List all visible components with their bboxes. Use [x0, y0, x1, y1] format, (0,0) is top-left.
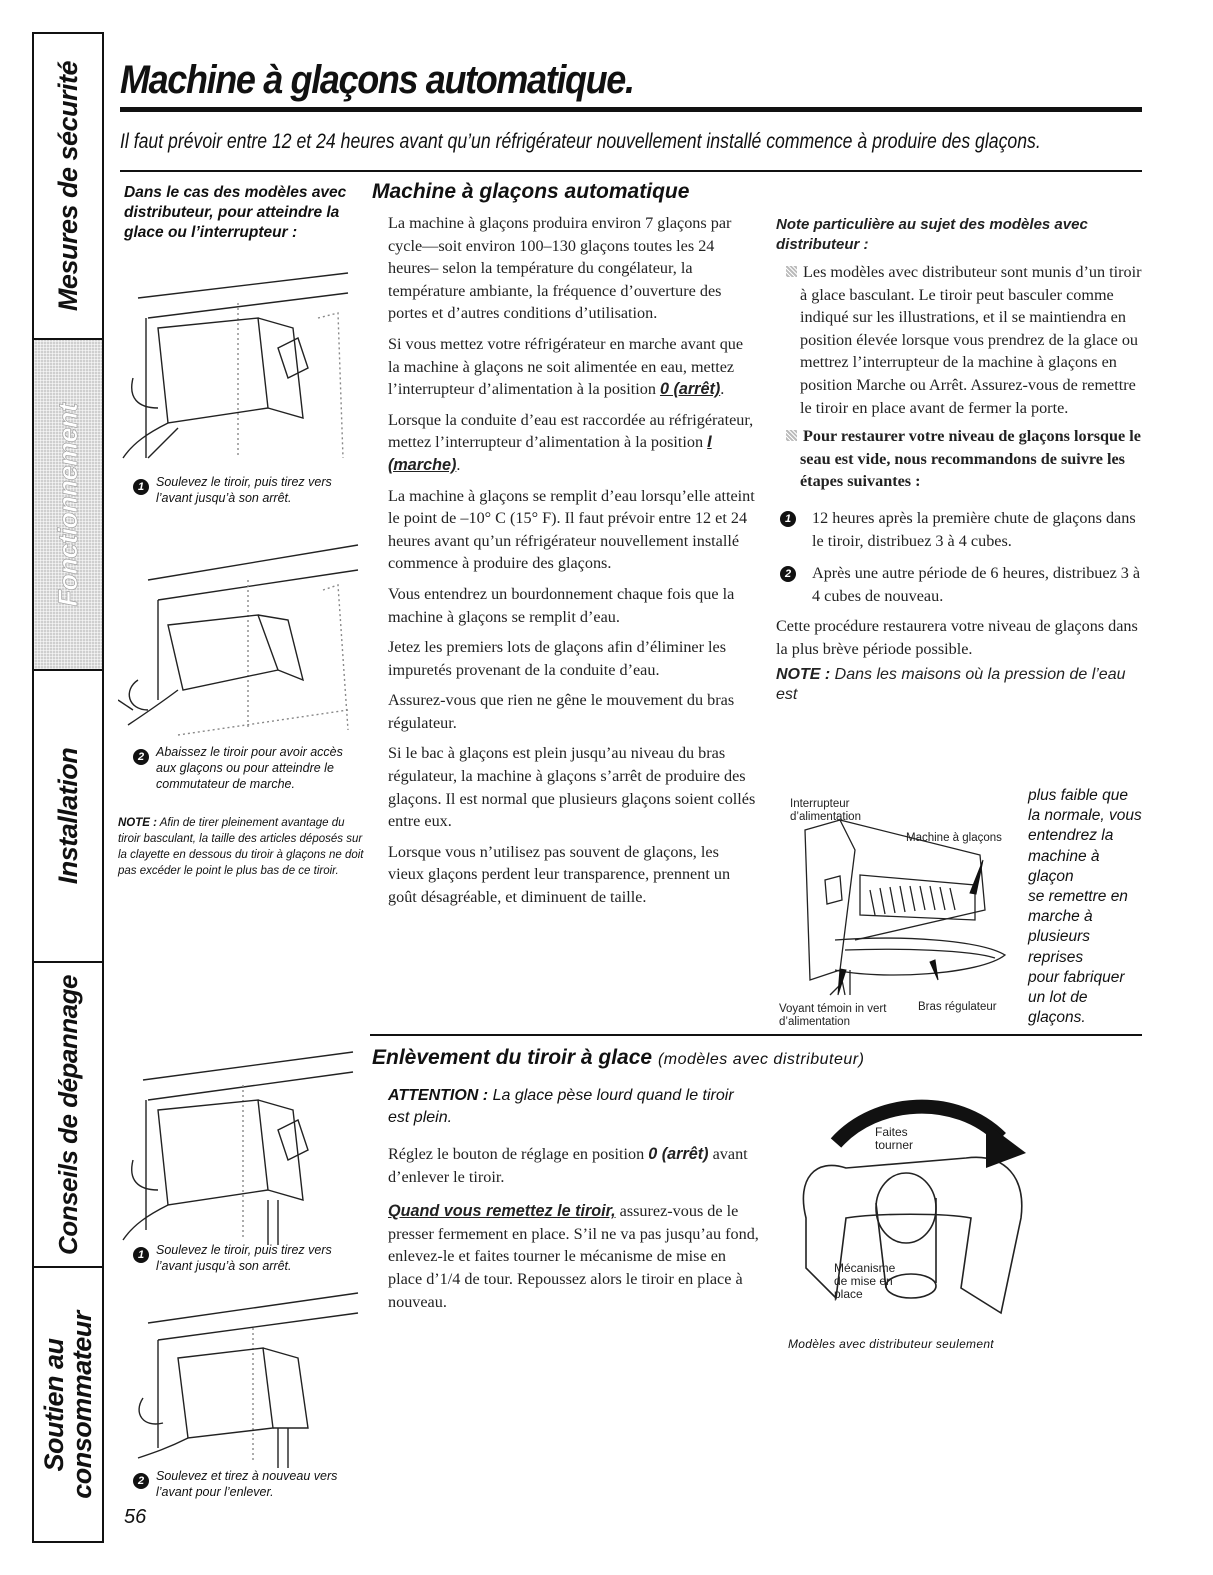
paragraph: Réglez le bouton de réglage en position 0 (arrêt) avant d’enlever le tiroir.: [388, 1145, 748, 1186]
sidebar-tab-label: Mesures de sécurité: [53, 60, 83, 312]
sidebar-tab-safety[interactable]: [34, 34, 102, 340]
sidebar-tab-label: Conseils de dépannage: [53, 974, 83, 1255]
square-bullet-icon: [786, 266, 797, 277]
drawer-tilt-illustration: [118, 530, 368, 740]
paragraph: Lorsque la conduite d’eau est raccordée au réfrigérateur, mettez l’interrupteur d’alimentation à la position I (marche).: [388, 410, 754, 474]
sidebar-tab-operation[interactable]: [34, 340, 102, 671]
paragraph: Cette procédure restaurera votre niveau de glaçons dans la plus brève période possible.: [776, 617, 1138, 658]
sidebar-tab-troubleshooting[interactable]: [34, 963, 102, 1268]
sidebar-tab-support[interactable]: [34, 1268, 102, 1541]
left-note: [118, 815, 368, 879]
step-badge-4: 2: [133, 1473, 149, 1489]
title-rule: [120, 107, 1142, 112]
dispenser-note-column: [776, 215, 1148, 705]
sidebar-tab-installation[interactable]: [34, 671, 102, 963]
figure-caption-4: Soulevez et tirez à nouveau vers l’avant pour l’enlever.: [156, 1469, 338, 1499]
step-badge-1: 1: [133, 479, 149, 495]
drawer-remove-illustration-2: [118, 1278, 368, 1468]
dispenser-note-heading: Note particulière au sujet des modèles avec distributeur :: [776, 216, 1088, 253]
paragraph: Si le bac à glaçons est plein jusqu’au niveau du bras régulateur, la machine à glaçons s’arrêt de produire des glaçons. Il est normal que plusieurs glaçons soient collés entre eux.: [388, 744, 756, 831]
left-note-text: Afin de tirer pleinement avantage du tiroir basculant, la taille des articles déposés sur la clayette en dessous du tiroir à glaçons ne doit pas excéder le point le plus bas de ce tiroir.: [118, 817, 364, 877]
callout-switch: Interrupteur d’alimentation: [790, 798, 861, 823]
callout-feeler-arm: Bras régulateur: [918, 1001, 997, 1013]
paragraph: Vous entendrez un bourdonnement chaque fois que la machine à glaçons se remplit d’eau.: [388, 584, 735, 626]
step-badge-2: 2: [133, 749, 149, 765]
square-bullet-icon: [786, 430, 797, 441]
icemaker-illustration: [780, 790, 1020, 1020]
drawer-removal-heading: Enlèvement du tiroir à glace (modèles avec distributeur): [372, 1046, 865, 1069]
pressure-note-continued: plus faible que la normale, vous entendrez la machine à glaçon se remettre en marche à plusieurs reprises pour fabriquer un lot de glaçons.: [1028, 787, 1142, 1027]
sidebar-tab-label: Soutien au consommateur: [39, 1310, 97, 1499]
mechanism-figure-caption: Modèles avec distributeur seulement: [788, 1337, 994, 1351]
page-number: 56: [124, 1506, 147, 1528]
figure-caption-3: Soulevez le tiroir, puis tirez vers l’avant jusqu’à son arrêt.: [156, 1243, 332, 1273]
paragraph: Si vous mettez votre réfrigérateur en marche avant que la machine à glaçons ne soit alimentée en eau, mettez l’interrupteur d’alimentation à la position 0 (arrêt).: [388, 334, 744, 399]
subtitle-rule: [120, 170, 1142, 172]
restore-step-2: 2 Après une autre période de 6 heures, distribuez 3 à 4 cubes de nouveau.: [776, 562, 1148, 607]
paragraph: Lorsque vous n’utilisez pas souvent de glaçons, les vieux glaçons perdent leur transparence, prennent un goût désagréable, et diminuent de taille.: [388, 842, 731, 907]
restore-step-1: 1 12 heures après la première chute de glaçons dans le tiroir, distribuez 3 à 4 cubes.: [776, 507, 1148, 552]
callout-turn: Faites tourner: [875, 1125, 914, 1152]
figure-caption-2: Abaissez le tiroir pour avoir accès aux glaçons ou pour atteindre le commutateur de marche.: [156, 745, 343, 791]
page-title: Machine à glaçons automatique.: [120, 58, 634, 102]
section-sidebar: [32, 32, 104, 1543]
paragraph: Jetez les premiers lots de glaçons afin d’éliminer les impuretés provenant de la conduite d’eau.: [388, 638, 727, 679]
pressure-note-intro: NOTE : Dans les maisons où la pression de l’eau est: [776, 665, 1126, 703]
callout-power-light: Voyant témoin in vert d’alimentation: [779, 1003, 887, 1028]
step-badge: 1: [780, 511, 796, 527]
drawer-removal-body: [388, 1143, 760, 1321]
page-subtitle: Il faut prévoir entre 12 et 24 heures avant qu’un réfrigérateur nouvellement installé commence à produire des glaçons.: [120, 130, 1041, 153]
left-heading: Dans le cas des modèles avec distributeur, pour atteindre la glace ou l’interrupteur :: [124, 184, 347, 241]
sidebar-tab-label: Installation: [53, 747, 83, 885]
callout-icemaker: Machine à glaçons: [906, 832, 1002, 844]
sidebar-tab-label: Fonctionnement: [53, 403, 83, 606]
icemaker-heading: Machine à glaçons automatique: [372, 180, 690, 203]
drawer-lift-illustration: [118, 258, 368, 463]
paragraph: La machine à glaçons se remplit d’eau lorsqu’elle atteint le point de –10° C (15° F). Il faut prévoir entre 12 et 24 heures avant qu’un réfrigérateur nouvellement installé commence à produire des glaçons.: [388, 486, 755, 573]
figure-caption-1: Soulevez le tiroir, puis tirez vers l’avant jusqu’à son arrêt.: [156, 475, 332, 505]
paragraph: Quand vous remettez le tiroir, assurez-vous de le presser fermement en place. S’il ne va pas jusqu’au fond, enlevez-le et faites tourner le mécanisme de mise en place d’1/4 de tour. Repoussez alors le tiroir en place à nouveau.: [388, 1202, 759, 1311]
section-rule: [370, 1034, 1142, 1036]
step-badge-3: 1: [133, 1247, 149, 1263]
step-badge: 2: [780, 566, 796, 582]
paragraph: Pour restaurer votre niveau de glaçons lorsque le seau est vide, nous recommandons de suivre les étapes suivantes :: [776, 425, 1148, 493]
callout-mechanism: Mécanisme de mise en place: [834, 1261, 896, 1301]
icemaker-body: [388, 212, 758, 917]
drawer-remove-illustration-1: [118, 1040, 368, 1245]
paragraph: La machine à glaçons produira environ 7 glaçons par cycle—soit environ 100–130 glaçons toutes les 24 heures– selon la température du congélateur, la température ambiante, la fréquence d’ouverture des portes et d’autres conditions d’utilisation.: [388, 214, 732, 323]
attention-warning: ATTENTION : La glace pèse lourd quand le tiroir est plein.: [388, 1087, 734, 1126]
left-note-label: NOTE :: [118, 817, 157, 829]
paragraph: Les modèles avec distributeur sont munis d’un tiroir à glace basculant. Le tiroir peut basculer comme indiqué sur les illustrations, et il se maintiendra en position élevée lorsque vous prendrez de la glace ou mettrez l’interrupteur de la machine à glaçons en position Marche ou Arrêt. Assurez-vous de remettre le tiroir en place avant de fermer la porte.: [776, 261, 1148, 419]
paragraph: Assurez-vous que rien ne gêne le mouvement du bras régulateur.: [388, 691, 735, 732]
